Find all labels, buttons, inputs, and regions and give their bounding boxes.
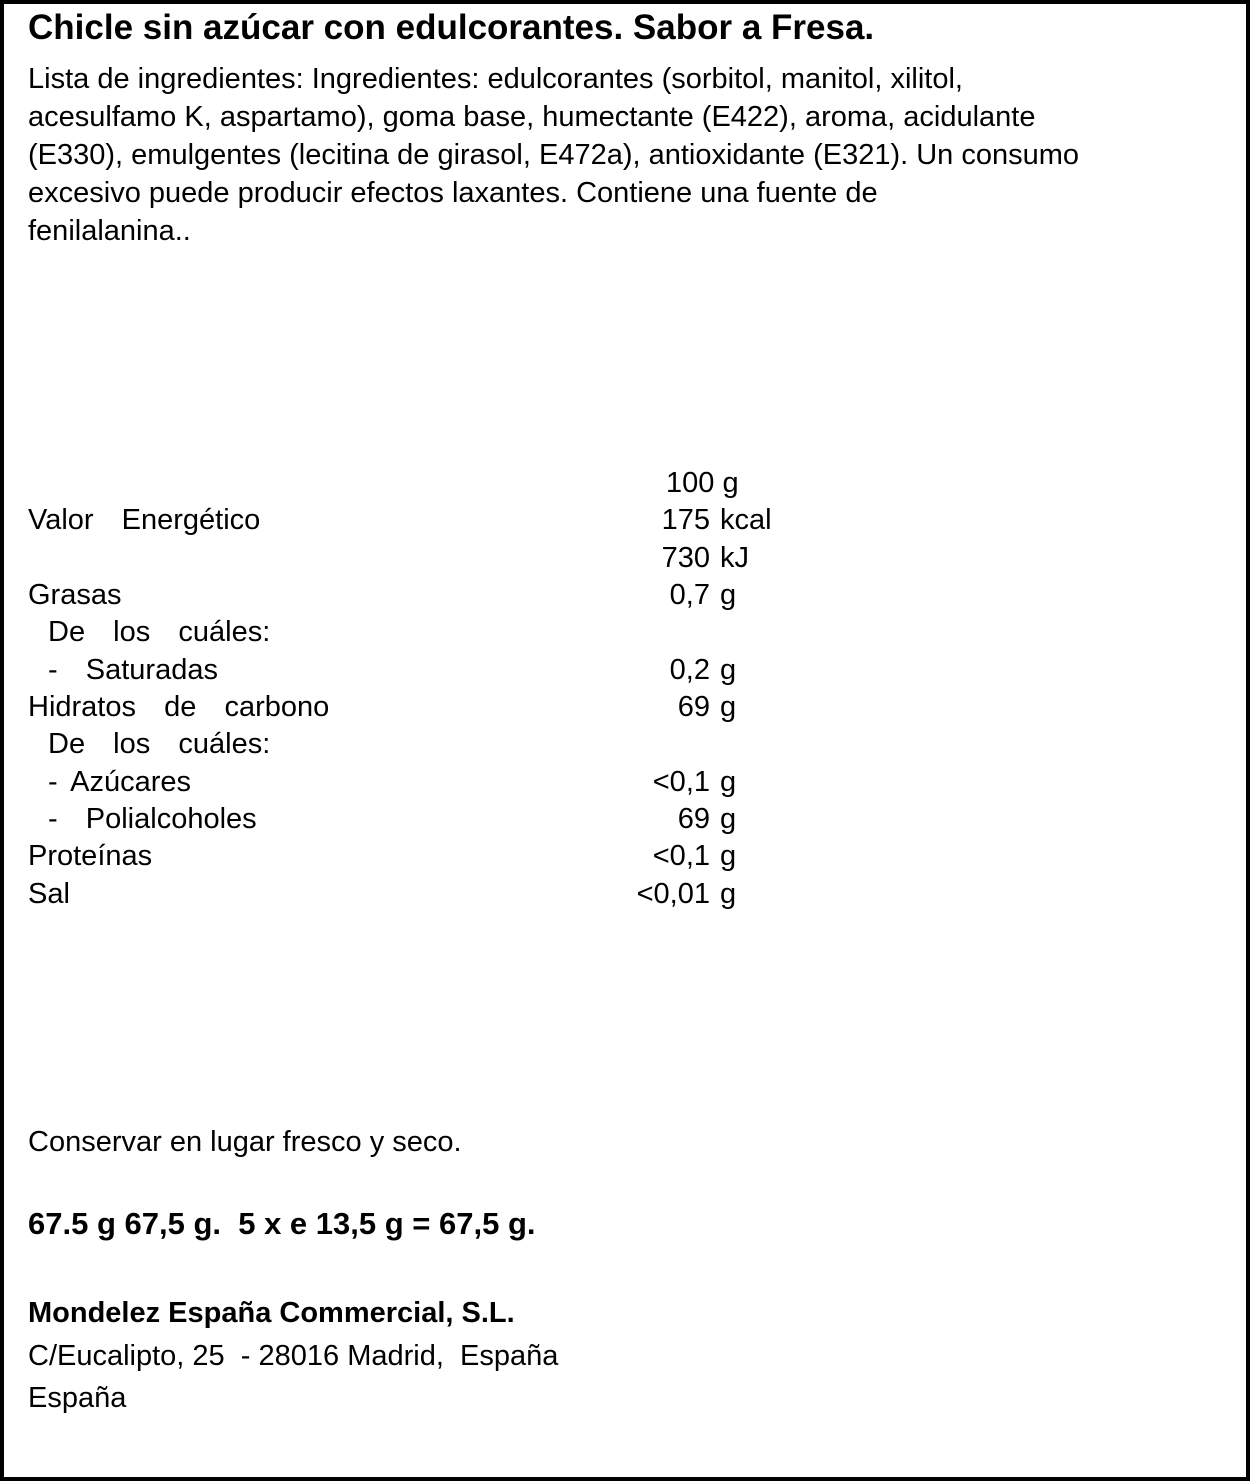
nutrient-unit: kJ — [720, 542, 749, 574]
nutrition-row-salt — [4, 875, 1246, 913]
nutrition-row-energy-kj — [4, 539, 1246, 577]
nutrient-label: De los cuáles: — [48, 616, 271, 648]
nutrition-header-per-100g: 100 g — [666, 467, 739, 499]
nutrient-label: - Polialcoholes — [48, 803, 257, 835]
nutrient-label: - Saturadas — [48, 654, 218, 686]
nutrient-label: Proteínas — [28, 840, 153, 872]
nutrition-row-polyols — [4, 800, 1246, 838]
nutrient-value: 730 — [661, 542, 710, 574]
nutrient-unit: kcal — [720, 504, 772, 536]
nutrient-label: Hidratos de carbono — [28, 691, 330, 723]
nutrient-label: Grasas — [28, 579, 122, 611]
ingredients-line: excesivo puede producir efectos laxantes. Contiene una fuente de — [28, 177, 878, 209]
nutrient-value: 0,7 — [669, 579, 710, 611]
nutrient-label: - Azúcares — [48, 766, 191, 798]
nutrition-row-protein — [4, 837, 1246, 875]
nutrient-unit: g — [720, 766, 737, 798]
nutrient-unit: g — [720, 803, 737, 835]
nutrient-value: <0,1 — [652, 840, 710, 872]
nutrition-row-energy-kcal — [4, 501, 1246, 539]
nutrient-unit: g — [720, 840, 737, 872]
ingredients-line: (E330), emulgentes (lecitina de girasol, E472a), antioxidante (E321). Un consumo — [28, 139, 1080, 171]
nutrition-row-carbohydrates — [4, 688, 1246, 726]
storage-instructions: Conservar en lugar fresco y seco. — [28, 1126, 462, 1158]
nutrient-value: 69 — [677, 803, 710, 835]
nutrient-label: Sal — [28, 878, 70, 910]
nutrition-header-row — [4, 464, 1246, 502]
nutrient-label: De los cuáles: — [48, 728, 271, 760]
nutrition-row-of-which — [4, 613, 1246, 651]
nutrient-unit: g — [720, 654, 737, 686]
company-name: Mondelez España Commercial, S.L. — [28, 1297, 515, 1329]
company-address: C/Eucalipto, 25 - 28016 Madrid, España — [28, 1340, 559, 1372]
nutrient-value: 175 — [661, 504, 710, 536]
product-title: Chicle sin azúcar con edulcorantes. Sabor a Fresa. — [28, 8, 875, 47]
nutrient-label: Valor Energético — [28, 504, 261, 536]
ingredients-text — [28, 60, 1228, 250]
nutrient-value: <0,01 — [636, 878, 710, 910]
net-quantity: 67.5 g 67,5 g. 5 x e 13,5 g = 67,5 g. — [28, 1206, 536, 1241]
nutrient-value: 0,2 — [669, 654, 710, 686]
ingredients-line: acesulfamo K, aspartamo), goma base, humectante (E422), aroma, acidulante — [28, 101, 1036, 133]
nutrition-row-of-which — [4, 725, 1246, 763]
company-country: España — [28, 1382, 127, 1414]
nutrient-unit: g — [720, 878, 737, 910]
nutrient-value: <0,1 — [652, 766, 710, 798]
ingredients-line: Lista de ingredientes: Ingredientes: edulcorantes (sorbitol, manitol, xilitol, — [28, 63, 963, 95]
nutrition-row-fat — [4, 576, 1246, 614]
nutrient-value: 69 — [677, 691, 710, 723]
nutrition-row-sugars — [4, 763, 1246, 801]
nutrient-unit: g — [720, 691, 737, 723]
nutrient-unit: g — [720, 579, 737, 611]
ingredients-line: fenilalanina.. — [28, 215, 191, 247]
nutrition-row-saturated — [4, 651, 1246, 689]
